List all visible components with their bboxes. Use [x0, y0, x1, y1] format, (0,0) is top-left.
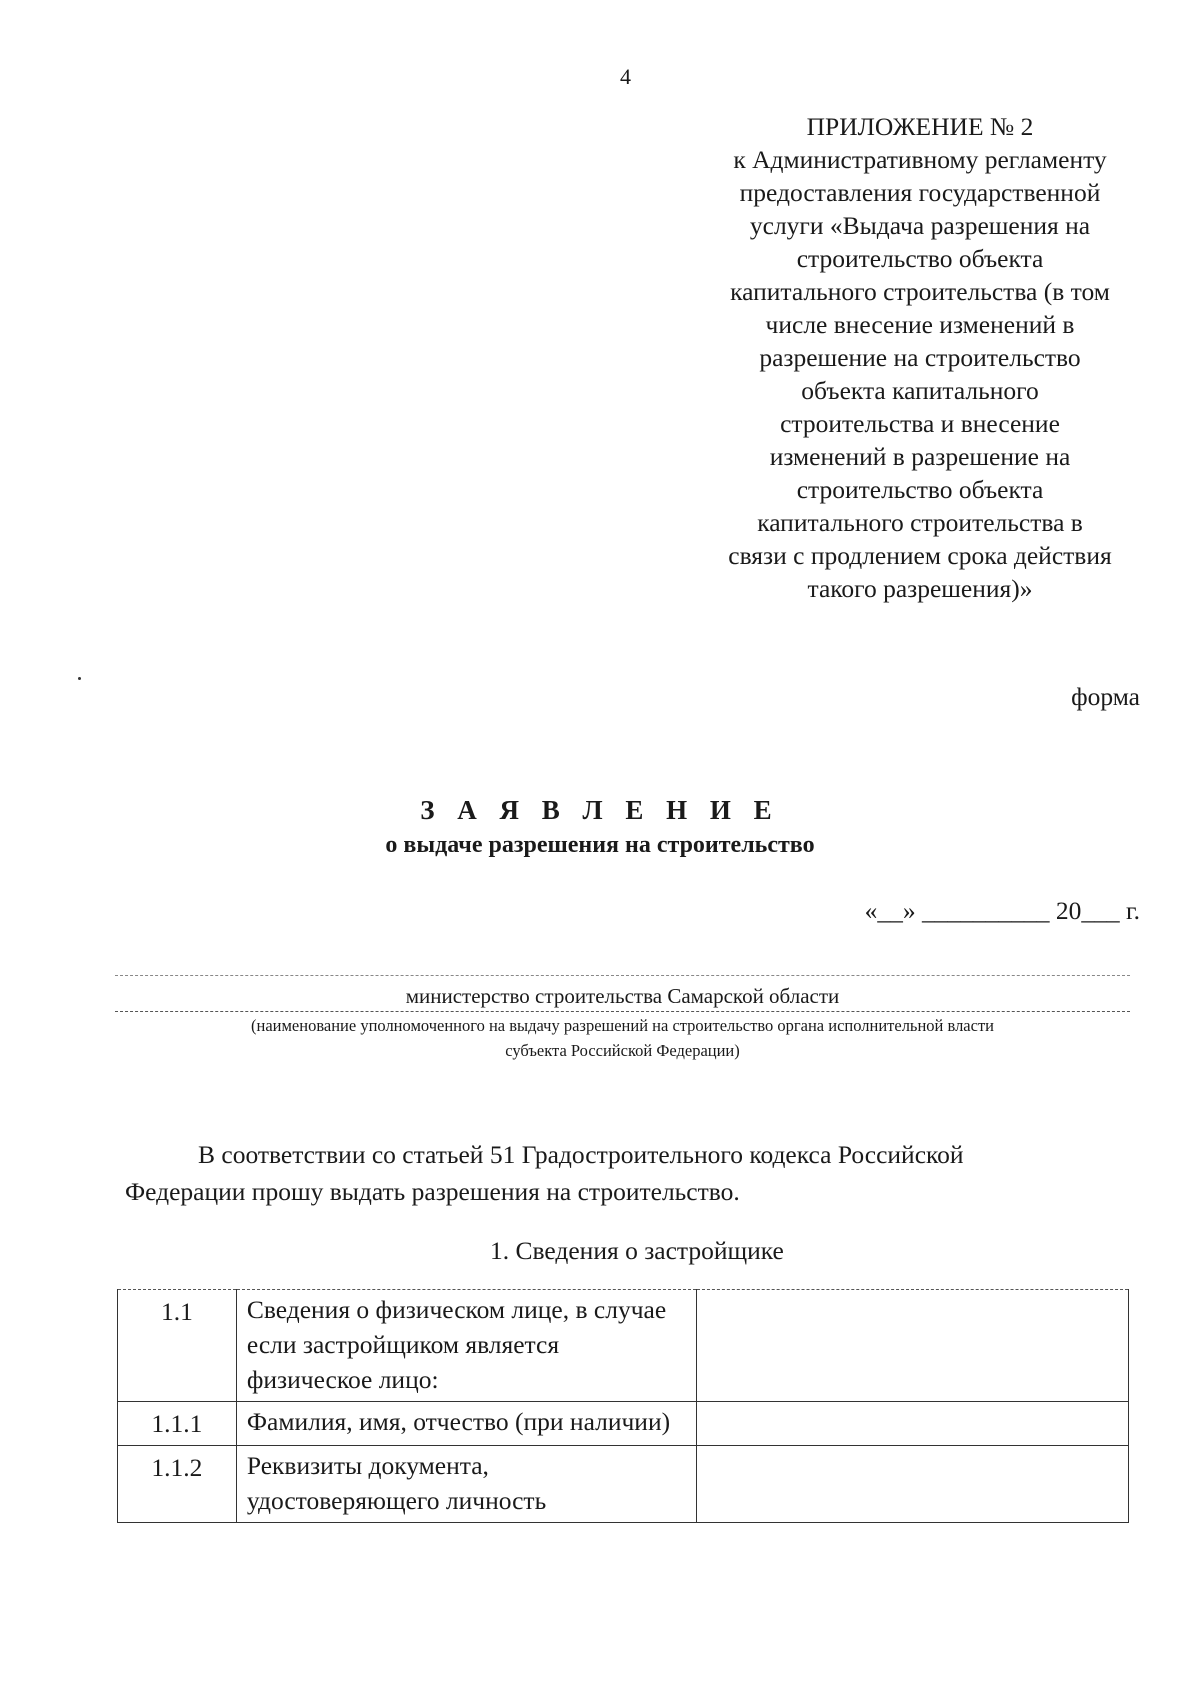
- section-heading: 1. Сведения о застройщике: [490, 1236, 784, 1265]
- appendix-line: строительство объекта: [796, 244, 1044, 273]
- form-label: форма: [1071, 682, 1140, 711]
- appendix-line: ПРИЛОЖЕНИЕ № 2: [806, 112, 1034, 141]
- appendix-line: строительство объекта: [796, 475, 1044, 504]
- appendix-line: капитального строительства (в том: [730, 277, 1110, 306]
- applicant-table: [117, 1289, 1129, 1523]
- appendix-line: такого разрешения)»: [807, 574, 1033, 603]
- date-field[interactable]: «__» __________ 20___ г.: [864, 896, 1140, 925]
- intro-paragraph: В соответствии со статьей 51 Градостроительного кодекса Российской Федерации прошу выдать разрешения на строительство.: [125, 1140, 964, 1206]
- row-value-field[interactable]: [696, 1402, 1128, 1446]
- appendix-line: предоставления государственной: [739, 178, 1101, 207]
- appendix-line: строительства и внесение: [780, 409, 1060, 438]
- row-description: Сведения о физическом лице, в случае если застройщиком является физическое лицо:: [236, 1290, 696, 1402]
- appendix-line: числе внесение изменений в: [765, 310, 1075, 339]
- authority-hint: субъекта Российской Федерации): [505, 1041, 740, 1060]
- table-row: [118, 1446, 1129, 1523]
- appendix-line: связи с продлением срока действия: [728, 541, 1112, 570]
- document-subtitle: о выдаче разрешения на строительство: [385, 832, 815, 858]
- document-title: З А Я В Л Е Н И Е: [420, 795, 780, 825]
- appendix-line: услуги «Выдача разрешения на: [749, 211, 1091, 240]
- row-value-field[interactable]: [696, 1290, 1128, 1402]
- table-row: [118, 1290, 1129, 1402]
- appendix-line: к Административному регламенту: [733, 145, 1107, 174]
- row-number: 1.1.1: [118, 1402, 237, 1446]
- row-description: Фамилия, имя, отчество (при наличии): [236, 1402, 696, 1446]
- row-number: 1.1.2: [118, 1446, 237, 1523]
- authority-hint: (наименование уполномоченного на выдачу разрешений на строительство органа исполнительной власти: [251, 1016, 994, 1035]
- row-value-field[interactable]: [696, 1446, 1128, 1523]
- appendix-line: объекта капитального: [801, 376, 1039, 405]
- row-number: 1.1: [118, 1290, 237, 1402]
- appendix-line: изменений в разрешение на: [769, 442, 1071, 471]
- row-description: Реквизиты документа, удостоверяющего личность: [236, 1446, 696, 1523]
- scan-speck: [78, 677, 81, 680]
- appendix-line: капитального строительства в: [757, 508, 1083, 537]
- page-number: 4: [620, 64, 631, 89]
- appendix-header: [690, 110, 1150, 605]
- authority-name[interactable]: министерство строительства Самарской области: [115, 975, 1130, 1012]
- table-row: [118, 1402, 1129, 1446]
- authority-block: [115, 975, 1130, 1062]
- appendix-line: разрешение на строительство: [759, 343, 1081, 372]
